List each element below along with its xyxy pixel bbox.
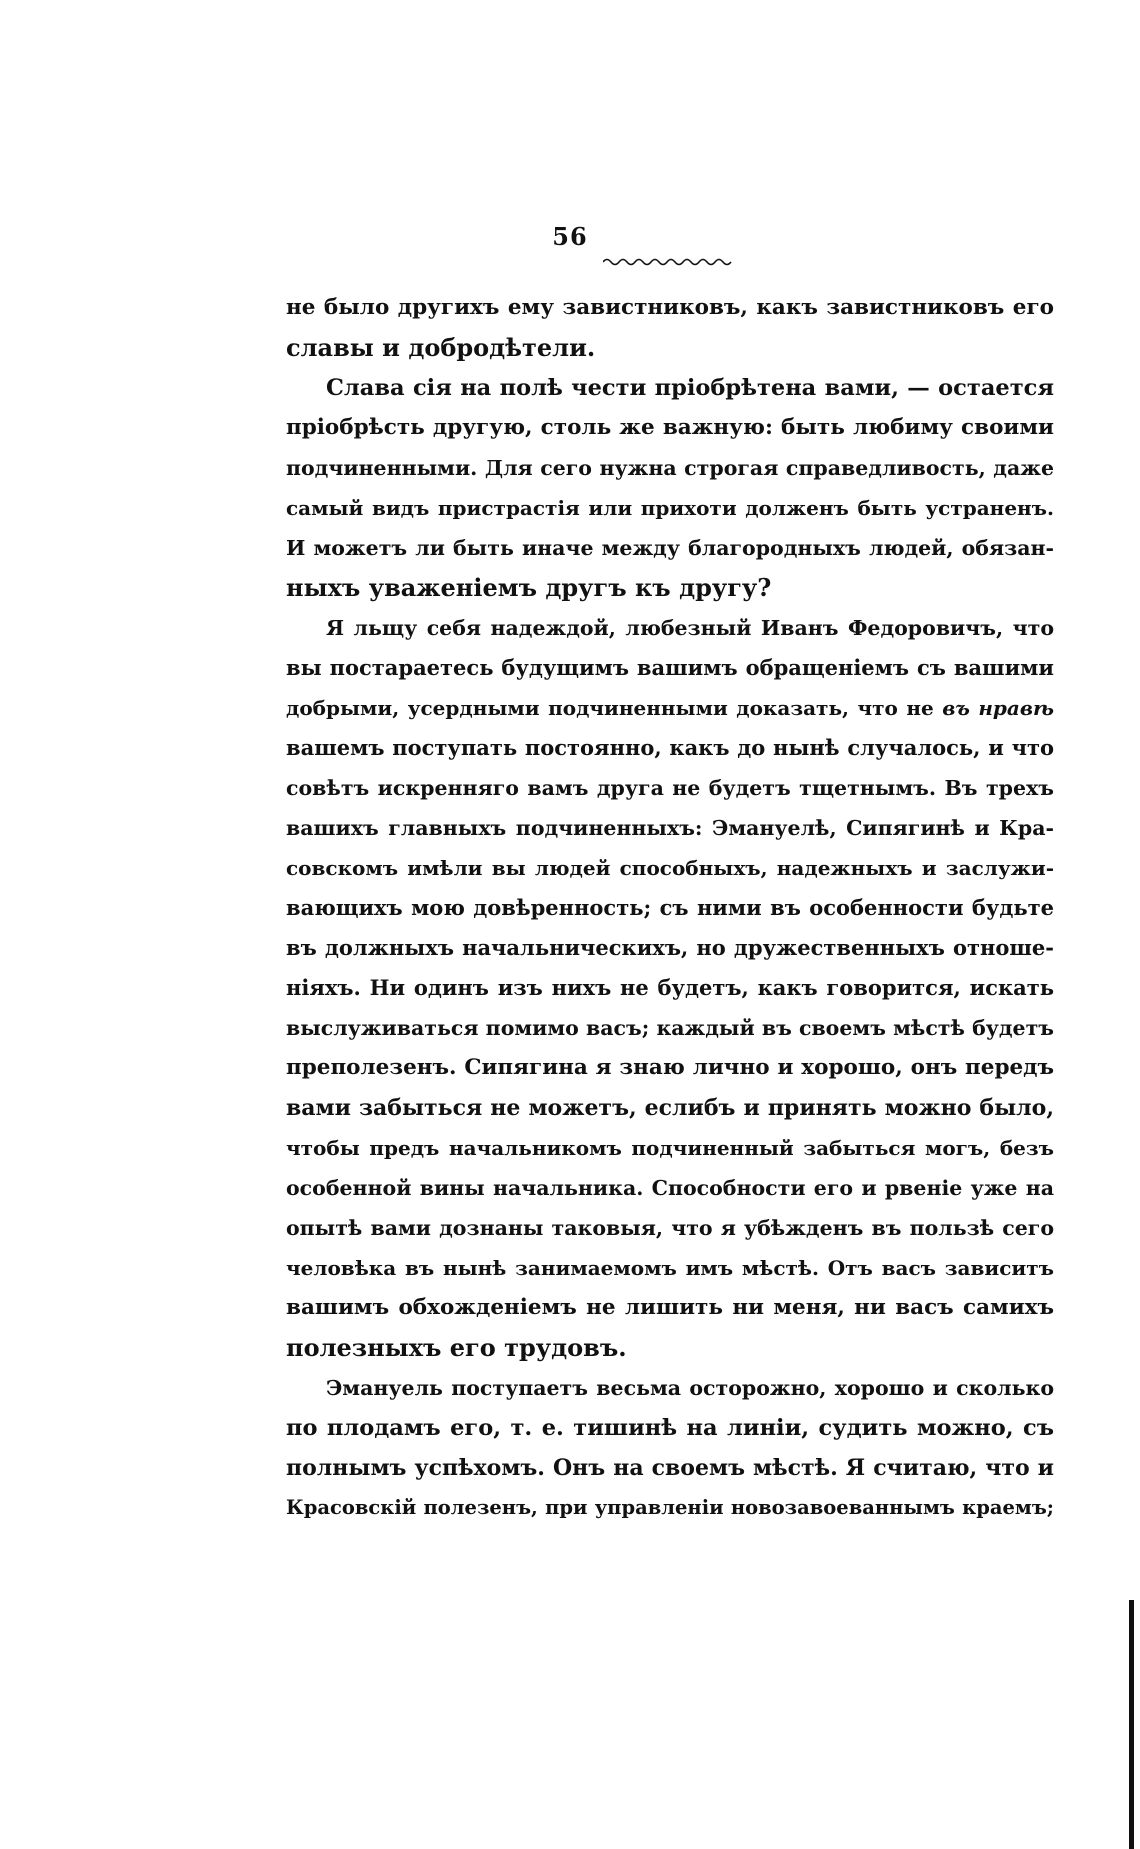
- text-line: ніяхъ. Ни одинъ изъ нихъ не будетъ, какъ говорится, искать: [286, 975, 1054, 1000]
- body-text: [286, 288, 1054, 1528]
- text-line: опытѣ вами дознаны таковыя, что я убѣжденъ въ пользѣ сего: [286, 1216, 1054, 1240]
- text-line: Слава сія на полѣ чести пріобрѣтена вами, — остается: [326, 375, 1054, 401]
- text-line: въ должныхъ начальническихъ, но дружественныхъ отноше-: [286, 935, 1054, 960]
- text-line: чтобы предъ начальникомъ подчиненный забыться могъ, безъ: [286, 1136, 1054, 1160]
- text-line: совскомъ имѣли вы людей способныхъ, надежныхъ и заслужи-: [286, 856, 1054, 880]
- text-line: славы и добродѣтели.: [286, 333, 596, 362]
- text-line: совѣтъ искренняго вамъ друга не будетъ тщетнымъ. Въ трехъ: [286, 776, 1054, 800]
- text-line: Я льщу себя надеждой, любезный Иванъ Федоровичъ, что: [326, 616, 1054, 640]
- text-line: пріобрѣсть другую, столь же важную: быть любиму своими: [286, 415, 1054, 440]
- text-line: преполезенъ. Сипягина я знаю лично и хорошо, онъ передъ: [286, 1055, 1054, 1080]
- text-line: особенной вины начальника. Способности его и рвеніе уже на: [286, 1176, 1054, 1200]
- italic-emphasis: въ нравѣ: [942, 696, 1055, 720]
- text-line: выслуживаться помимо васъ; каждый въ своемъ мѣстѣ будетъ: [286, 1016, 1054, 1040]
- wavy-ornament-icon: [603, 256, 733, 268]
- text-line: Красовскій полезенъ, при управленіи новозавоеваннымъ краемъ;: [286, 1496, 1054, 1519]
- text-line: ныхъ уваженіемъ другъ къ другу?: [286, 573, 772, 602]
- text-line: вы постараетесь будущимъ вашимъ обращеніемъ съ вашими: [286, 655, 1054, 680]
- text-line: самый видъ пристрастія или прихоти долженъ быть устраненъ.: [286, 496, 1054, 520]
- page-number: 56: [552, 222, 588, 251]
- text-line: вающихъ мою довѣренность; съ ними въ особенности будьте: [286, 895, 1054, 920]
- text-line: полезныхъ его трудовъ.: [286, 1333, 627, 1362]
- text-line: человѣка въ нынѣ занимаемомъ имъ мѣстѣ. Отъ васъ зависитъ: [286, 1256, 1054, 1280]
- text-line: вашемъ поступать постоянно, какъ до нынѣ случалось, и что: [286, 735, 1054, 760]
- page-edge-shadow: [1129, 1600, 1134, 1849]
- text-line: добрыми, усердными подчиненными доказать, что не въ нравѣ: [286, 696, 1055, 720]
- text-line: вашимъ обхожденіемъ не лишить ни меня, ни васъ самихъ: [286, 1295, 1054, 1320]
- text-line: И можетъ ли быть иначе между благородныхъ людей, обязан-: [286, 536, 1054, 560]
- text-line: вашихъ главныхъ подчиненныхъ: Эмануелѣ, Сипягинѣ и Кра-: [286, 816, 1054, 840]
- text-line: полнымъ успѣхомъ. Онъ на своемъ мѣстѣ. Я считаю, что и: [286, 1455, 1054, 1481]
- text-line: по плодамъ его, т. е. тишинѣ на линіи, судить можно, съ: [286, 1415, 1054, 1441]
- text-line: вами забыться не можетъ, еслибъ и принять можно было,: [286, 1095, 1054, 1121]
- text-line: не было другихъ ему завистниковъ, какъ завистниковъ его: [286, 295, 1054, 320]
- text-line: Эмануель поступаетъ весьма осторожно, хорошо и сколько: [326, 1376, 1054, 1400]
- text-line: подчиненными. Для сего нужна строгая справедливость, даже: [286, 456, 1054, 480]
